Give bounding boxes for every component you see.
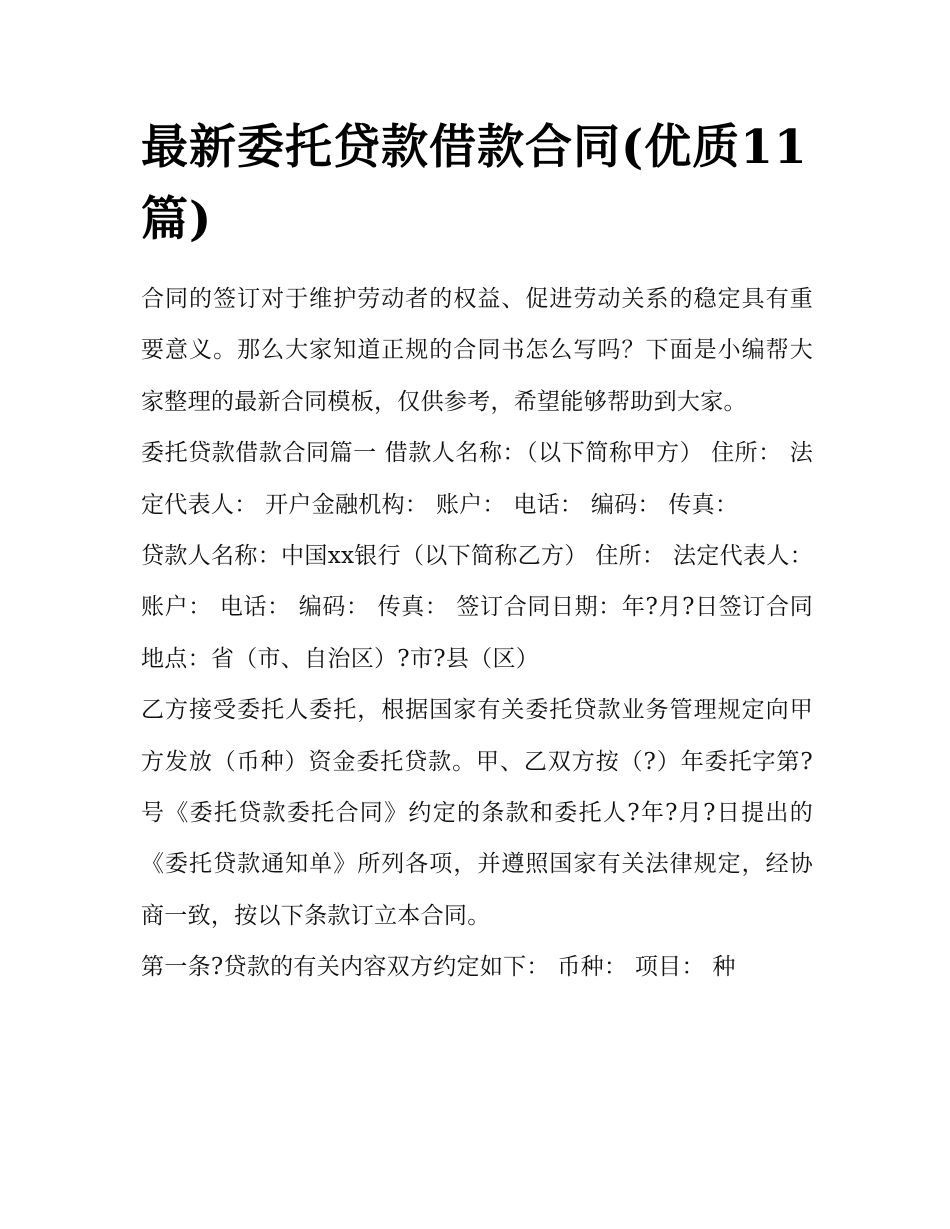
- agreement-paragraph: 乙方接受委托人委托，根据国家有关委托贷款业务管理规定向甲方发放（币种）资金委托贷款。甲、乙双方按（?）年委托字第?号《委托贷款委托合同》约定的条款和委托人?年?月?日提出的《委托贷款通知单》所列各项，并遵照国家有关法律规定，经协商一致，按以下条款订立本合同。: [141, 697, 813, 929]
- article-one-paragraph: 第一条?贷款的有关内容双方约定如下： 币种： 项目： 种: [141, 954, 736, 981]
- lender-info-paragraph: 贷款人名称：中国xx银行（以下简称乙方） 住所： 法定代表人： 账户： 电话： 编码： 传真： 签订合同日期：年?月?日签订合同地点：省（市、自治区）?市?县（区）: [141, 543, 813, 672]
- document-title: 最新委托贷款借款合同(优质11篇): [141, 120, 808, 247]
- borrower-info-paragraph: 委托贷款借款合同篇一 借款人名称：（以下简称甲方） 住所： 法定代表人： 开户金融机构： 账户： 电话： 编码： 传真：: [141, 440, 813, 518]
- intro-paragraph: 合同的签订对于维护劳动者的权益、促进劳动关系的稳定具有重要意义。那么大家知道正规的合同书怎么写吗？下面是小编帮大家整理的最新合同模板，仅供参考，希望能够帮助到大家。: [141, 286, 813, 415]
- document-content: [141, 112, 813, 994]
